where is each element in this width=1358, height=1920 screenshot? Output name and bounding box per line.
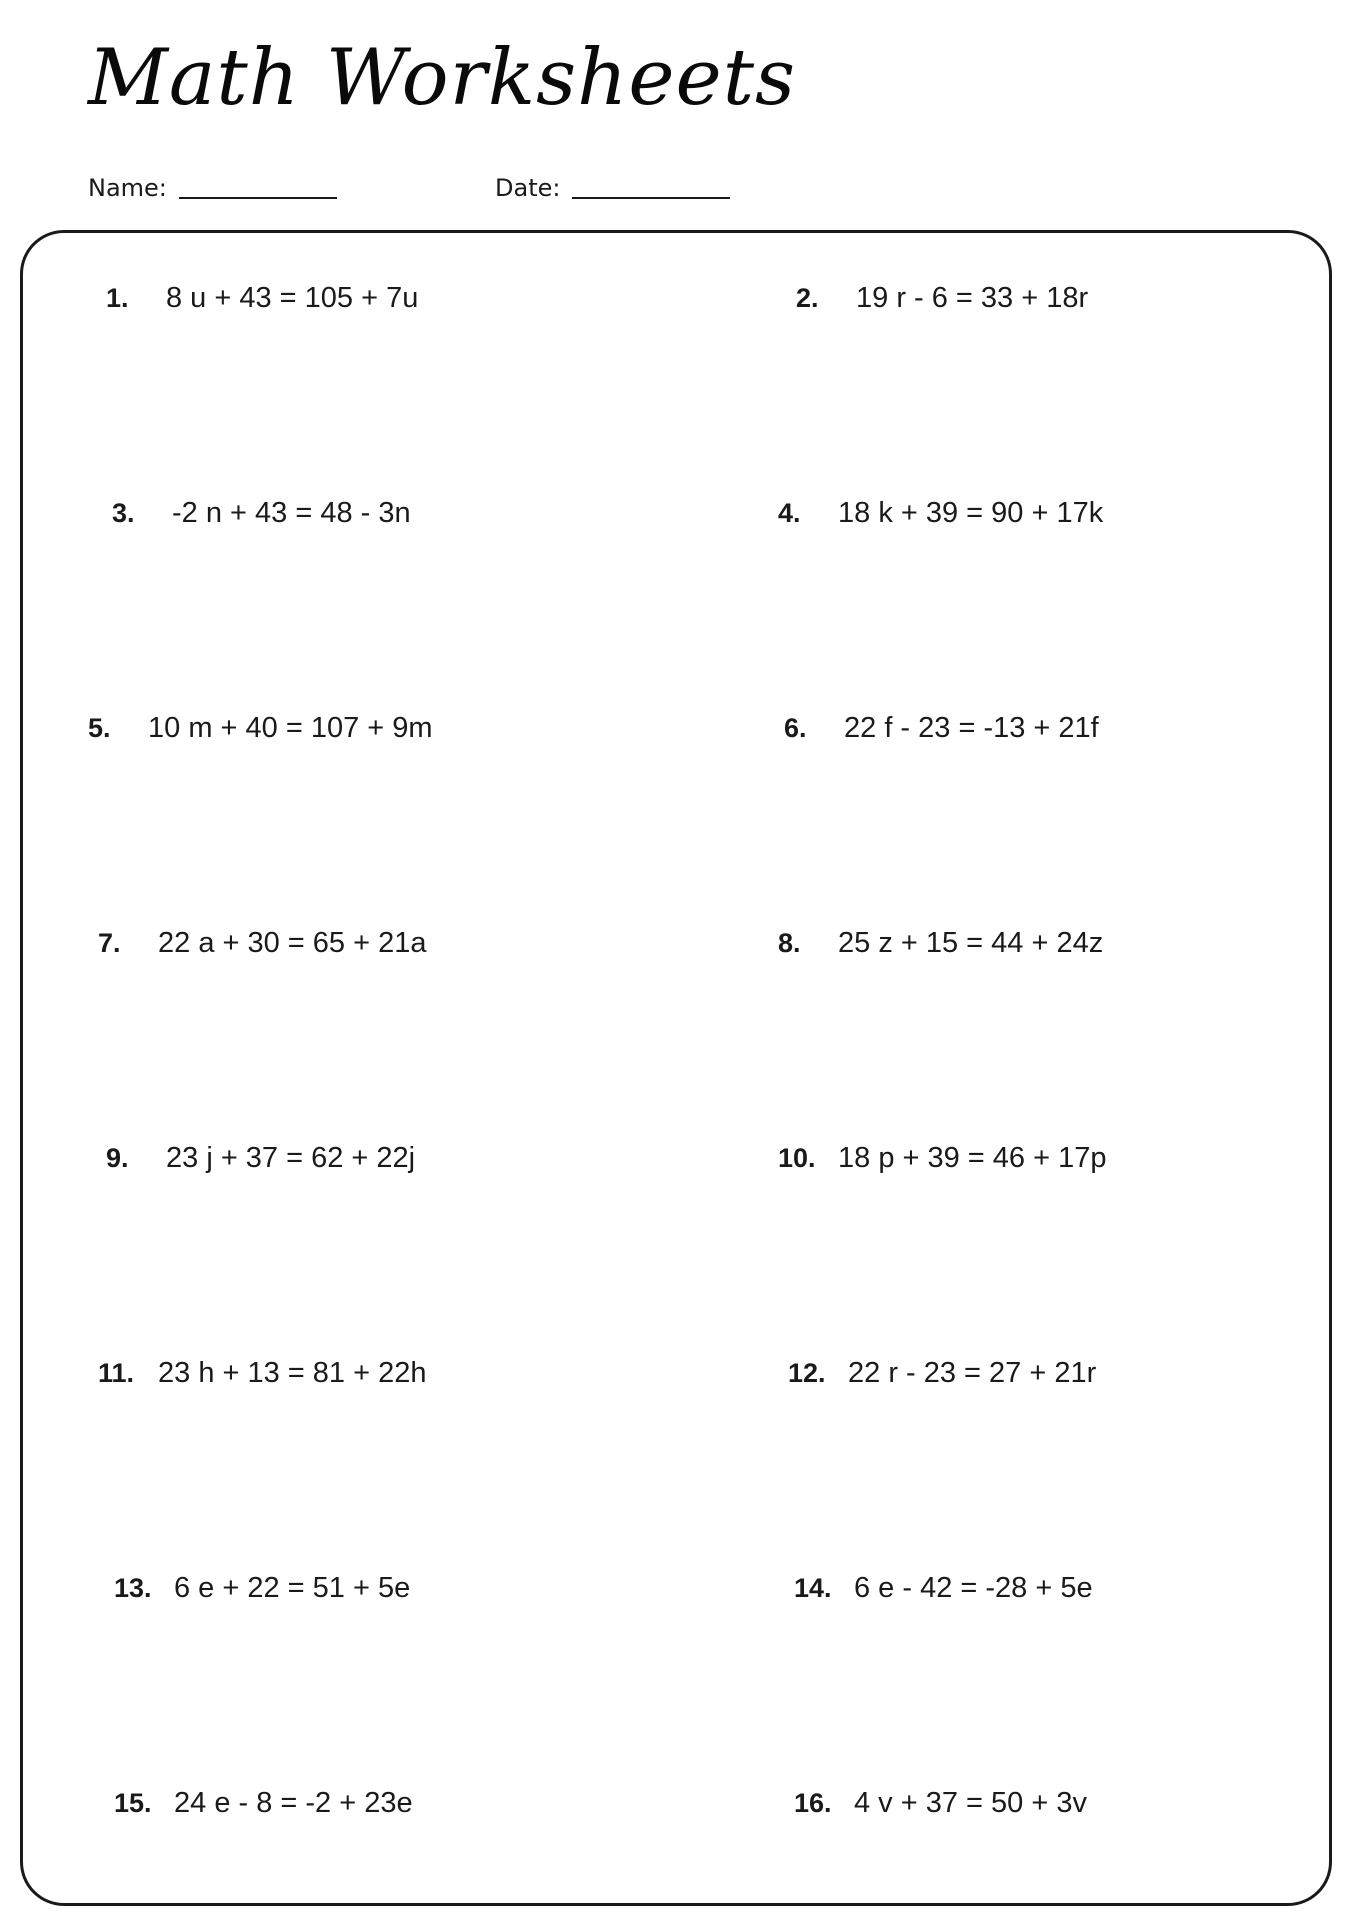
problem-13 xyxy=(114,1572,410,1605)
problem-number: 7. xyxy=(98,928,121,958)
problem-7 xyxy=(98,927,427,960)
problem-1 xyxy=(106,282,418,315)
problem-equation: 6 e + 22 = 51 + 5e xyxy=(174,1572,411,1604)
problem-equation: 22 r - 23 = 27 + 21r xyxy=(848,1357,1097,1389)
problem-number: 14. xyxy=(794,1573,832,1603)
problem-number: 4. xyxy=(778,498,801,528)
problem-15 xyxy=(114,1787,413,1820)
problem-number: 5. xyxy=(88,713,111,743)
date-blank-line[interactable] xyxy=(572,197,730,199)
problem-equation: 18 p + 39 = 46 + 17p xyxy=(838,1142,1107,1174)
problem-number: 9. xyxy=(106,1143,129,1173)
date-label: Date: xyxy=(495,174,561,202)
date-field[interactable] xyxy=(495,166,730,202)
problem-5 xyxy=(88,712,433,745)
problem-equation: 10 m + 40 = 107 + 9m xyxy=(148,712,433,744)
problem-10 xyxy=(778,1142,1107,1175)
problem-9 xyxy=(106,1142,415,1175)
problem-number: 8. xyxy=(778,928,801,958)
problem-16 xyxy=(794,1787,1087,1820)
problem-number: 16. xyxy=(794,1788,832,1818)
problem-equation: 25 z + 15 = 44 + 24z xyxy=(838,927,1104,959)
problem-8 xyxy=(778,927,1103,960)
problem-2 xyxy=(796,282,1088,315)
problem-equation: 24 e - 8 = -2 + 23e xyxy=(174,1787,413,1819)
page-title: Math Worksheets xyxy=(88,33,797,123)
problem-equation: 8 u + 43 = 105 + 7u xyxy=(166,282,419,314)
problem-number: 3. xyxy=(112,498,135,528)
problem-number: 13. xyxy=(114,1573,152,1603)
problem-number: 2. xyxy=(796,283,819,313)
problem-3 xyxy=(112,497,411,530)
name-label: Name: xyxy=(88,174,167,202)
problem-equation: 18 k + 39 = 90 + 17k xyxy=(838,497,1104,529)
problem-number: 12. xyxy=(788,1358,826,1388)
problem-equation: 6 e - 42 = -28 + 5e xyxy=(854,1572,1093,1604)
problem-4 xyxy=(778,497,1103,530)
problem-number: 11. xyxy=(98,1358,135,1388)
problem-equation: 23 j + 37 = 62 + 22j xyxy=(166,1142,416,1174)
problem-number: 10. xyxy=(778,1143,816,1173)
problem-equation: 19 r - 6 = 33 + 18r xyxy=(856,282,1089,314)
problem-equation: -2 n + 43 = 48 - 3n xyxy=(172,497,411,529)
problems-panel xyxy=(20,230,1332,1906)
problem-equation: 4 v + 37 = 50 + 3v xyxy=(854,1787,1087,1819)
problem-14 xyxy=(794,1572,1093,1605)
problem-11 xyxy=(98,1357,427,1390)
problem-6 xyxy=(784,712,1099,745)
problem-equation: 22 a + 30 = 65 + 21a xyxy=(158,927,427,959)
problem-equation: 22 f - 23 = -13 + 21f xyxy=(844,712,1099,744)
problem-number: 15. xyxy=(114,1788,152,1818)
problem-equation: 23 h + 13 = 81 + 22h xyxy=(158,1357,427,1389)
problem-12 xyxy=(788,1357,1096,1390)
problem-number: 6. xyxy=(784,713,807,743)
problem-number: 1. xyxy=(106,283,129,313)
name-field[interactable] xyxy=(88,166,337,202)
name-blank-line[interactable] xyxy=(179,197,337,199)
